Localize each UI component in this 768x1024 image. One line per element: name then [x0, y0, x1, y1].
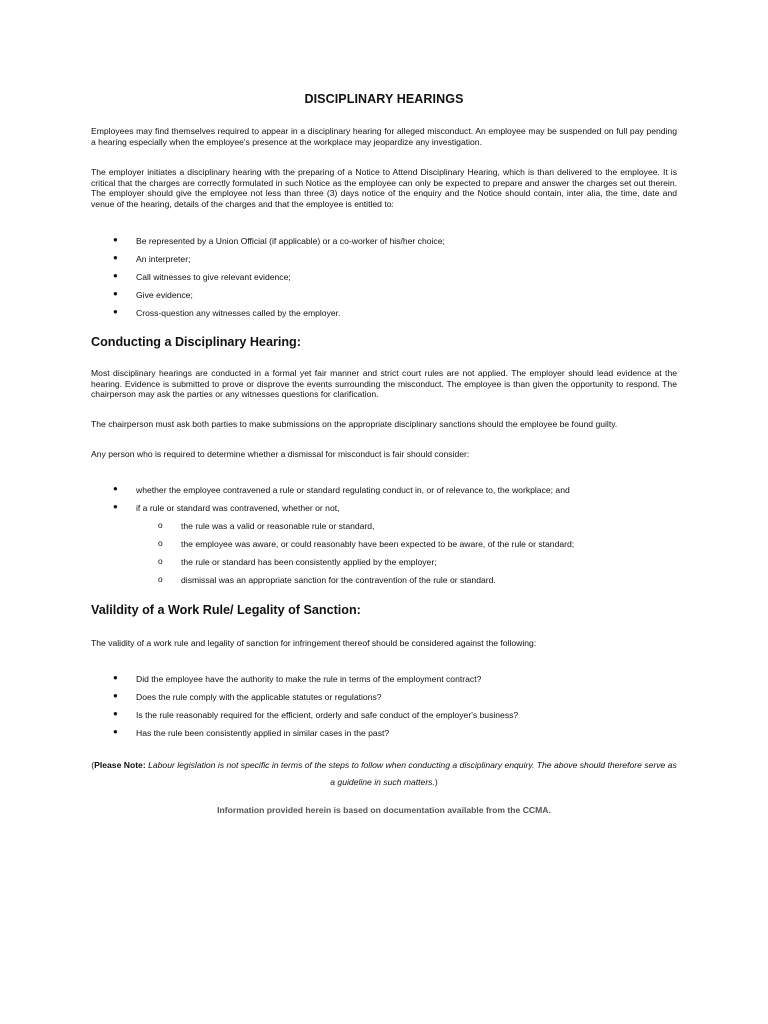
- list-item: ● Did the employee have the authority to make the rule in terms of the employment contract?: [113, 673, 482, 684]
- section2-paragraph: The validity of a work rule and legality of sanction for infringement thereof should be considered against the following:: [91, 638, 537, 648]
- list-item: ● Call witnesses to give relevant evidence;: [113, 271, 291, 282]
- page-title: DISCIPLINARY HEARINGS: [304, 92, 464, 106]
- intro-paragraph-2: The employer initiates a disciplinary hearing with the preparing of a Notice to Attend Disciplinary Hearing, which is than delivered to the employee. It is critical that the charges are correctly formulated in such Notice as the employee can only be expected to prepare and answer the charges set out therein. The employer should give the employee not less than three (3) days notice of the enquiry and the Notice should contain, inter alia, the time, date and venue of the hearing, details of the charges and that the employee is entitled to:: [91, 167, 677, 209]
- bullet-icon: ●: [113, 289, 118, 298]
- bullet-icon: ●: [113, 727, 118, 736]
- note-label: Please Note:: [94, 760, 146, 770]
- bullet-icon: ●: [113, 709, 118, 718]
- section1-paragraph-3: Any person who is required to determine whether a dismissal for misconduct is fair should consider:: [91, 449, 470, 459]
- bullet-icon: ●: [113, 484, 118, 493]
- list-item: ● Be represented by a Union Official (if applicable) or a co-worker of his/her choice;: [113, 235, 445, 246]
- section-heading-validity: Valildity of a Work Rule/ Legality of Sanction:: [91, 603, 361, 617]
- list-item: ● Cross-question any witnesses called by the employer.: [113, 307, 341, 318]
- bullet-icon: ●: [113, 691, 118, 700]
- please-note: (Please Note: Labour legislation is not specific in terms of the steps to follow when conducting a disciplinary enquiry. The above should therefore serve as a guideline in such matters.): [91, 760, 677, 787]
- bullet-icon: ●: [113, 673, 118, 682]
- section1-paragraph-1: Most disciplinary hearings are conducted in a formal yet fair manner and strict court rules are not applied. The employer should lead evidence at the hearing. Evidence is submitted to prove or disprove the events surrounding the misconduct. The employee is than given the opportunity to respond. The chairperson may ask the parties or any witnesses questions for clarification.: [91, 368, 677, 399]
- section1-paragraph-2: The chairperson must ask both parties to make submissions on the appropriate disciplinary sanctions should the employee be found guilty.: [91, 419, 618, 429]
- intro-paragraph-1: Employees may find themselves required to appear in a disciplinary hearing for alleged misconduct. An employee may be suspended on full pay pending a hearing especially when the employee's presence at the workplace may jeopardize any investigation.: [91, 126, 677, 147]
- list-item: ● Does the rule comply with the applicable statutes or regulations?: [113, 691, 382, 702]
- note-text: Labour legislation is not specific in terms of the steps to follow when conducting a disciplinary enquiry. The above should therefore serve as a guideline in such matters.: [148, 760, 677, 787]
- circle-bullet-icon: o: [158, 574, 163, 584]
- list-item: ● Give evidence;: [113, 289, 193, 300]
- bullet-icon: ●: [113, 271, 118, 280]
- bullet-icon: ●: [113, 253, 118, 262]
- list-item: ● An interpreter;: [113, 253, 191, 264]
- entitlements-list: [91, 236, 681, 326]
- list-item: ● Has the rule been consistently applied in similar cases in the past?: [113, 727, 390, 738]
- footer-source-note: Information provided herein is based on documentation available from the CCMA.: [217, 805, 551, 815]
- list-item: ● whether the employee contravened a rule or standard regulating conduct in, or of relevance to, the workplace; and: [113, 484, 570, 495]
- bullet-icon: ●: [113, 235, 118, 244]
- circle-bullet-icon: o: [158, 520, 163, 530]
- circle-bullet-icon: o: [158, 538, 163, 548]
- list-item: ● if a rule or standard was contravened, whether or not, o the rule was a valid or reasonable rule or standard, o the employee was aware, or could reasonably have been expected to be aware, of the rule or standard; o the rule or standard has been consistently applied by the employer; o dismissal was an appropriate sanction for the contravention of the rule or standard.: [113, 502, 575, 585]
- considerations-list: [91, 485, 681, 595]
- list-item: ● Is the rule reasonably required for the efficient, orderly and safe conduct of the employer's business?: [113, 709, 519, 720]
- section-heading-conducting: Conducting a Disciplinary Hearing:: [91, 335, 301, 349]
- circle-bullet-icon: o: [158, 556, 163, 566]
- bullet-icon: ●: [113, 307, 118, 316]
- validity-questions-list: [91, 674, 681, 746]
- bullet-icon: ●: [113, 502, 118, 511]
